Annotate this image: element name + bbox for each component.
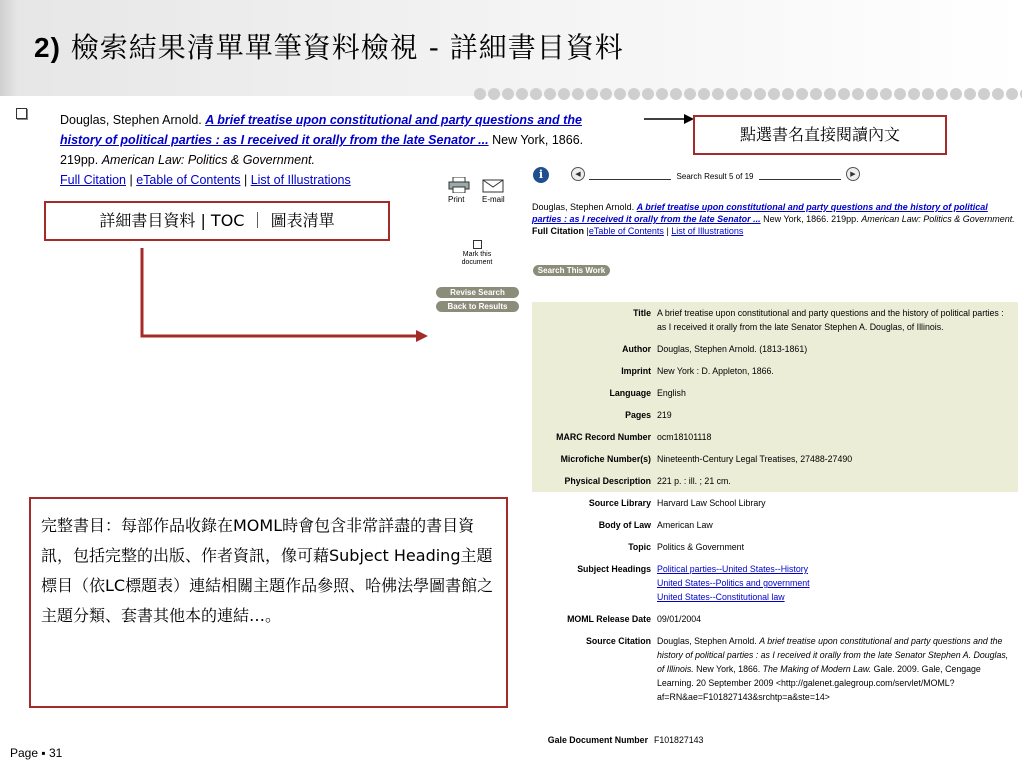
title-text: 檢索結果清單單筆資料檢視 - 詳細書目資料 — [60, 31, 624, 64]
dot — [768, 88, 780, 100]
detail-value: Douglas, Stephen Arnold. (1813-1861) — [654, 338, 1018, 360]
left-record: Douglas, Stephen Arnold. A brief treatise upon constitutional and party questions and the history of political parties : as I received it orally from the late Senator ... New York, 1866. 219pp. American Law: Politics & Government. Full Citation | eTable of Contents | List of Illustrations — [60, 113, 584, 187]
dot — [586, 88, 598, 100]
dot — [684, 88, 696, 100]
revise-search-button[interactable]: Revise Search — [436, 287, 519, 298]
callout-read-text: 點選書名直接閱讀內文 — [693, 115, 947, 155]
mark-document-checkbox[interactable] — [473, 240, 482, 249]
info-icon[interactable]: i — [533, 167, 549, 183]
detail-table — [532, 302, 1018, 708]
dot — [782, 88, 794, 100]
dot — [698, 88, 710, 100]
dot — [754, 88, 766, 100]
dot — [824, 88, 836, 100]
dot — [712, 88, 724, 100]
record-title-link-cont[interactable]: history of political parties : as I received it orally from the late Senator ... — [60, 133, 489, 147]
detail-label: Title — [532, 302, 654, 338]
detail-row-release — [532, 608, 1018, 630]
dot — [964, 88, 976, 100]
email-icon[interactable] — [482, 178, 504, 194]
right-illustrations-link[interactable]: List of Illustrations — [671, 226, 744, 236]
title-number: 2) — [34, 32, 61, 63]
full-citation-label: Full Citation — [532, 226, 584, 236]
record-checkbox[interactable] — [16, 108, 27, 119]
dot — [614, 88, 626, 100]
detail-row — [532, 426, 1018, 448]
dot — [628, 88, 640, 100]
detail-row — [532, 470, 1018, 492]
detail-row — [532, 514, 1018, 536]
detail-label: Microfiche Number(s) — [532, 448, 654, 470]
detail-row — [532, 382, 1018, 404]
dot — [978, 88, 990, 100]
dot — [922, 88, 934, 100]
dot — [936, 88, 948, 100]
subject-links — [654, 558, 1018, 608]
dot — [516, 88, 528, 100]
dot — [740, 88, 752, 100]
next-result-icon[interactable]: ▶ — [846, 167, 860, 181]
dot — [810, 88, 822, 100]
detail-value: 09/01/2004 — [654, 608, 1018, 630]
record-pages: 219pp. — [60, 153, 99, 167]
dot — [796, 88, 808, 100]
detail-row-citation — [532, 630, 1018, 708]
callout-description: 完整書目：每部作品收錄在MOML時會包含非常詳盡的書目資訊，包括完整的出版、作者資訊，像可藉Subject Heading主題標目（依LC標題表）連結相關主題作品參照、哈佛法學圖書館之主題分類、套書其他本的連結…。 — [29, 497, 508, 708]
detail-row — [532, 404, 1018, 426]
detail-label: Source Citation — [532, 630, 654, 708]
full-citation-link[interactable]: Full Citation — [60, 173, 126, 187]
detail-value: ocm18101118 — [654, 426, 1018, 448]
dot — [852, 88, 864, 100]
previous-result-icon[interactable]: ◀ — [571, 167, 585, 181]
detail-label: MOML Release Date — [532, 608, 654, 630]
detail-value: Politics & Government — [654, 536, 1018, 558]
email-label[interactable]: E-mail — [482, 195, 505, 204]
detail-row — [532, 536, 1018, 558]
dot — [1020, 88, 1022, 100]
dot — [488, 88, 500, 100]
etoc-link[interactable]: eTable of Contents — [136, 173, 241, 187]
dot — [530, 88, 542, 100]
dot — [894, 88, 906, 100]
dot — [474, 88, 486, 100]
detail-label: Language — [532, 382, 654, 404]
detail-label: Imprint — [532, 360, 654, 382]
detail-label: Author — [532, 338, 654, 360]
dot — [838, 88, 850, 100]
right-title-link[interactable]: A brief treatise upon constitutional and party questions and the history of political parties : as I received it orally from the late Senator ... — [532, 202, 988, 224]
detail-label: Body of Law — [532, 514, 654, 536]
detail-label: Physical Description — [532, 470, 654, 492]
detail-row — [532, 448, 1018, 470]
detail-value: English — [654, 382, 1018, 404]
page-number: Page ▪ 31 — [10, 746, 63, 760]
dot — [992, 88, 1004, 100]
record-place: New York, 1866. — [492, 133, 584, 147]
detail-label: Subject Headings — [532, 558, 654, 608]
dot — [866, 88, 878, 100]
detail-label: MARC Record Number — [532, 426, 654, 448]
arrow-to-detail-table — [130, 240, 430, 345]
detail-value: A brief treatise upon constitutional and party questions and the history of political parties : as I received it orally from the late Senator Stephen A. Douglas, of Illinois. — [654, 302, 1018, 338]
detail-value: Nineteenth-Century Legal Treatises, 27488-27490 — [654, 448, 1018, 470]
print-label[interactable]: Print — [448, 195, 465, 204]
record-author: Douglas, Stephen Arnold. — [60, 113, 202, 127]
dot — [544, 88, 556, 100]
slide-title — [34, 26, 624, 66]
subject-heading-link[interactable]: Political parties--United States--History — [657, 564, 809, 574]
detail-row — [532, 360, 1018, 382]
printer-icon[interactable] — [448, 177, 470, 193]
back-to-results-button[interactable]: Back to Results — [436, 301, 519, 312]
dot — [908, 88, 920, 100]
dot — [600, 88, 612, 100]
right-record: Douglas, Stephen Arnold. A brief treatise upon constitutional and party questions and the history of political parties : as I received it orally from the late Senator ... New York, 1866. 219pp. American Law: Politics & Government. Full Citation |eTable of Contents | List of Illustrations — [532, 202, 1015, 236]
dot — [558, 88, 570, 100]
detail-row — [532, 302, 1018, 338]
illustrations-link[interactable]: List of Illustrations — [250, 173, 351, 187]
arrow-to-read-callout — [644, 113, 694, 125]
dot — [642, 88, 654, 100]
detail-value: Harvard Law School Library — [654, 492, 1018, 514]
dot — [880, 88, 892, 100]
detail-value: American Law — [654, 514, 1018, 536]
source-citation-value: Douglas, Stephen Arnold. A brief treatise upon constitutional and party questions and the history of political parties : as I received it orally from the late Senator Stephen A. Douglas, of Illinois. New York, 1866. The Making of Modern Law. Gale. 2009. Gale, Cengage Learning. 20 September 2009 <http://galenet.galegroup.com/servlet/MOML?af=RN&ae=F101827143&srchtp=a&ste=14> — [654, 630, 1018, 708]
dot — [502, 88, 514, 100]
callout-toc: 詳細書目資料 | TOC ｜ 圖表清單 — [44, 201, 390, 241]
detail-value: New York : D. Appleton, 1866. — [654, 360, 1018, 382]
decorative-dots — [474, 88, 1022, 104]
mark-document-label: Mark this document — [461, 251, 493, 266]
dot — [950, 88, 962, 100]
search-this-work-button[interactable]: Search This Work — [533, 265, 610, 276]
dot — [1006, 88, 1018, 100]
record-subject: American Law: Politics & Government. — [101, 153, 315, 167]
subject-heading-link[interactable]: United States--Politics and government — [657, 578, 810, 588]
detail-row — [532, 338, 1018, 360]
dot — [656, 88, 668, 100]
gale-document-row: Gale Document Number F101827143 — [547, 735, 704, 745]
detail-row — [532, 492, 1018, 514]
detail-value: 221 p. : ill. ; 21 cm. — [654, 470, 1018, 492]
right-etoc-link[interactable]: eTable of Contents — [588, 226, 664, 236]
dot — [670, 88, 682, 100]
detail-label: Topic — [532, 536, 654, 558]
detail-label: Pages — [532, 404, 654, 426]
record-title-link[interactable]: A brief treatise upon constitutional and party questions and the — [205, 113, 582, 127]
dot — [726, 88, 738, 100]
dot — [572, 88, 584, 100]
detail-value: 219 — [654, 404, 1018, 426]
detail-row-subjects — [532, 558, 1018, 608]
detail-label: Source Library — [532, 492, 654, 514]
subject-heading-link[interactable]: United States--Constitutional law — [657, 592, 785, 602]
result-counter: Search Result 5 of 19 — [589, 172, 841, 181]
